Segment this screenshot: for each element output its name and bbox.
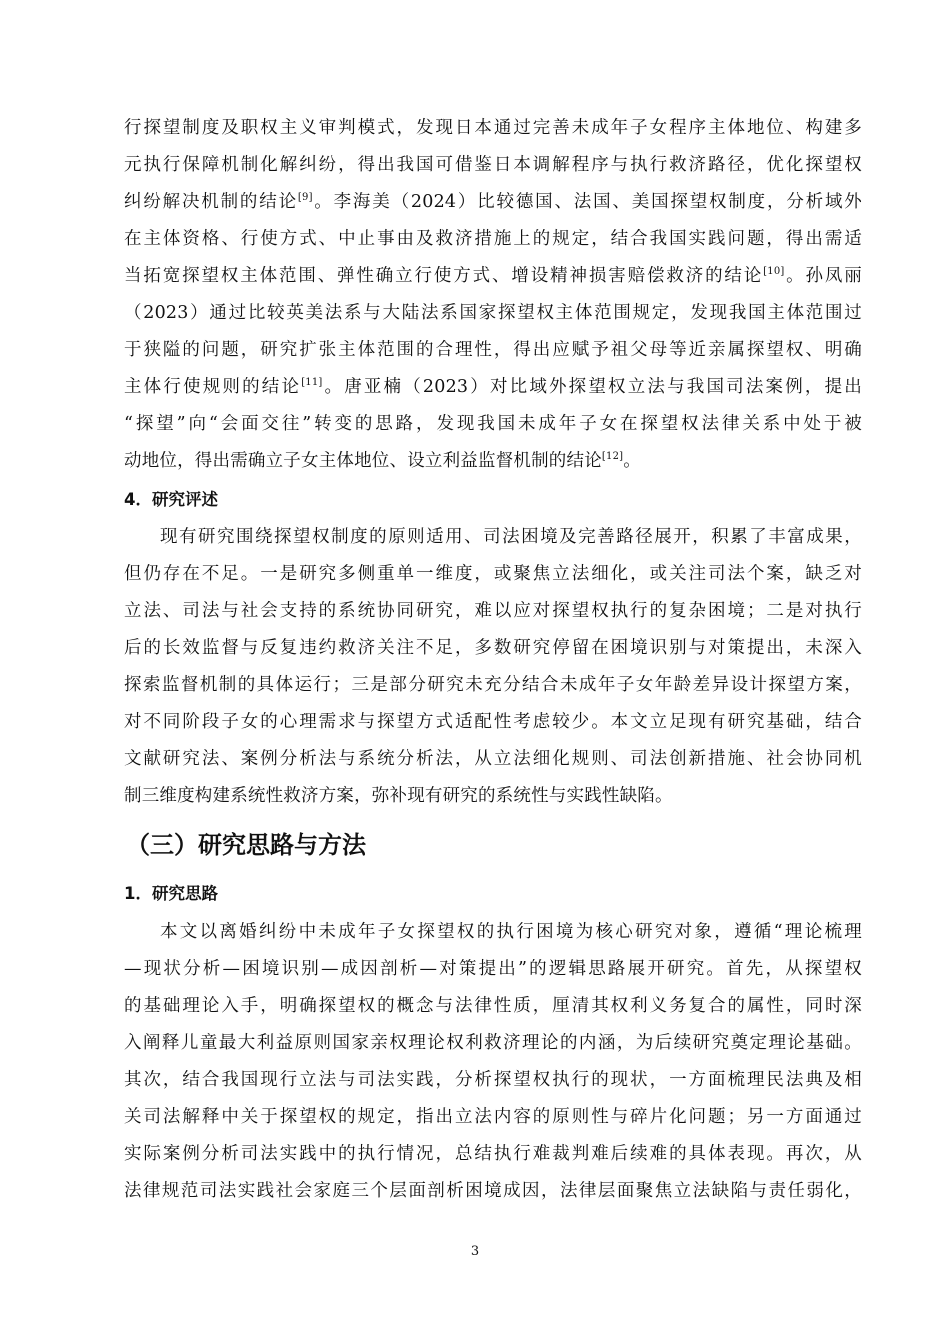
text-line: 于狭隘的问题，研究扩张主体范围的合理性，得出应赋予祖父母等近亲属探望权、明确 (124, 340, 862, 360)
text-line: 实际案例分析司法实践中的执行情况，总结执行难裁判难后续难的具体表现。再次，从 (124, 1144, 862, 1164)
text-line: 入阐释儿童最大利益原则国家亲权理论权利救济理论的内涵，为后续研究奠定理论基础。 (124, 1033, 862, 1053)
text-line: 主体行使规则的结论[11]。唐亚楠（2023）对比域外探望权立法与我国司法案例，提出 (124, 377, 862, 397)
text-line: 本文以离婚纠纷中未成年子女探望权的执行困境为核心研究对象，遵循“理论梳理 (160, 922, 862, 942)
section-heading-research-approach: 1．研究思路 (124, 884, 218, 903)
text-line: 探索监督机制的具体运行；三是部分研究未充分结合未成年子女年龄差异设计探望方案， (124, 675, 862, 695)
text-line: 元执行保障机制化解纠纷，得出我国可借鉴日本调解程序与执行救济路径，优化探望权 (124, 155, 862, 175)
text-line: （2023）通过比较英美法系与大陆法系国家探望权主体范围规定，发现我国主体范围过 (124, 303, 862, 323)
text-line: 后的长效监督与反复违约救济关注不足，多数研究停留在困境识别与对策提出，未深入 (124, 638, 862, 658)
text-line: 但仍存在不足。一是研究多侧重单一维度，或聚焦立法细化，或关注司法个案，缺乏对 (124, 564, 862, 584)
text-line: —现状分析—困境识别—成因剖析—对策提出”的逻辑思路展开研究。首先，从探望权 (124, 959, 862, 979)
text-line: “探望”向“会面交往”转变的思路，发现我国未成年子女在探望权法律关系中处于被 (124, 414, 862, 434)
section-heading-approach-and-methods: （三）研究思路与方法 (126, 831, 366, 859)
citation-ref: [9] (297, 192, 313, 204)
text-line: 动地位，得出需确立子女主体地位、设立利益监督机制的结论[12]。 (124, 451, 641, 471)
text-line: 其次，结合我国现行立法与司法实践，分析探望权执行的现状，一方面梳理民法典及相 (124, 1070, 862, 1090)
citation-ref: [12] (601, 451, 624, 463)
text-line: 制三维度构建系统性救济方案，弥补现有研究的系统性与实践性缺陷。 (124, 786, 673, 806)
citation-ref: [10] (763, 266, 785, 278)
text-line: 纠纷解决机制的结论[9]。李海美（2024）比较德国、法国、美国探望权制度，分析域外 (124, 192, 862, 212)
text-line: 对不同阶段子女的心理需求与探望方式适配性考虑较少。本文立足现有研究基础，结合 (124, 712, 862, 732)
text-line: 文献研究法、案例分析法与系统分析法，从立法细化规则、司法创新措施、社会协同机 (124, 749, 862, 769)
text-line: 当拓宽探望权主体范围、弹性确立行使方式、增设精神损害赔偿救济的结论[10]。孙凤丽 (124, 266, 862, 286)
text-line: 法律规范司法实践社会家庭三个层面剖析困境成因，法律层面聚焦立法缺陷与责任弱化， (124, 1181, 862, 1201)
text-line: 现有研究围绕探望权制度的原则适用、司法困境及完善路径展开，积累了丰富成果， (160, 527, 862, 547)
text-line: 在主体资格、行使方式、中止事由及救济措施上的规定，结合我国实践问题，得出需适 (124, 229, 862, 249)
text-line: 关司法解释中关于探望权的规定，指出立法内容的原则性与碎片化问题；另一方面通过 (124, 1107, 862, 1127)
text-line: 的基础理论入手，明确探望权的概念与法律性质，厘清其权利义务复合的属性，同时深 (124, 996, 862, 1016)
page-number: 3 (470, 1244, 480, 1259)
text-line: 行探望制度及职权主义审判模式，发现日本通过完善未成年子女程序主体地位、构建多 (124, 118, 862, 138)
section-heading-research-review: 4．研究评述 (124, 490, 218, 509)
citation-ref: [11] (301, 377, 323, 389)
text-line: 立法、司法与社会支持的系统协同研究，难以应对探望权执行的复杂困境；二是对执行 (124, 601, 862, 621)
